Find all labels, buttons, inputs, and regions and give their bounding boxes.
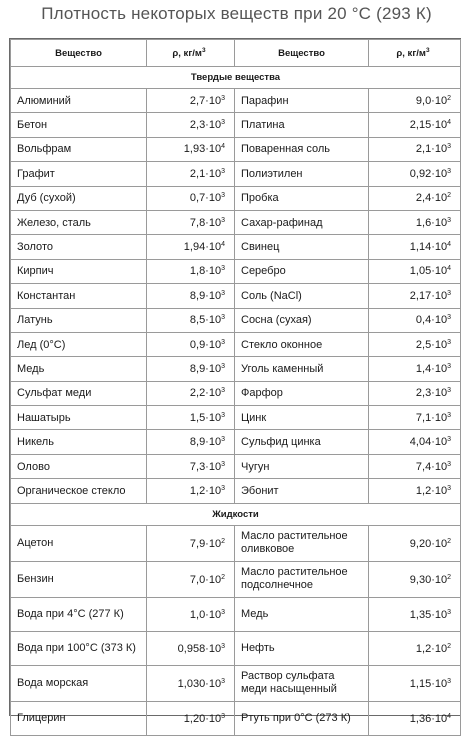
density-value-right <box>369 284 461 308</box>
density-value-right <box>369 259 461 283</box>
table-row <box>11 454 461 478</box>
density-value-left <box>147 332 235 356</box>
substance-name-left: Органическое стекло <box>11 479 147 503</box>
density-value-left <box>147 308 235 332</box>
density-value-left <box>147 631 235 665</box>
substance-name-left: Вода при 100°С (373 К) <box>11 631 147 665</box>
substance-name-left: Ацетон <box>11 525 147 561</box>
header-substance-right: Вещество <box>235 40 369 67</box>
substance-name-left: Сульфат меди <box>11 381 147 405</box>
substance-name-right: Эбонит <box>235 479 369 503</box>
density-value-right-exponent: 2 <box>447 643 451 651</box>
density-value-left-exponent: 4 <box>221 143 225 151</box>
substance-name-right: Масло растительное подсолнечное <box>235 561 369 597</box>
density-value-left-mantissa: 7,9·10 <box>189 538 222 551</box>
density-value-right <box>369 89 461 113</box>
density-value-right <box>369 665 461 701</box>
section-row-liquids <box>11 503 461 525</box>
substance-name-right: Цинк <box>235 406 369 430</box>
table-row <box>11 430 461 454</box>
table-row <box>11 210 461 234</box>
density-value-left-exponent: 3 <box>221 289 225 297</box>
density-value-left <box>147 406 235 430</box>
density-value-right-mantissa: 2,3·10 <box>415 387 448 400</box>
density-value-left-exponent: 3 <box>221 609 225 617</box>
substance-name-right: Раствор сульфата меди насыщенный <box>235 665 369 701</box>
density-value-right-mantissa: 4,04·10 <box>409 436 448 449</box>
density-value-left-mantissa: 7,0·10 <box>189 574 222 587</box>
density-value-right <box>369 137 461 161</box>
density-value-right-mantissa: 2,15·10 <box>409 119 448 132</box>
density-value-right-exponent: 4 <box>447 265 451 273</box>
density-value-left <box>147 162 235 186</box>
density-value-left-mantissa: 1,93·10 <box>183 143 222 156</box>
density-value-right-exponent: 2 <box>447 192 451 200</box>
density-value-left-exponent: 3 <box>221 265 225 273</box>
table-row <box>11 597 461 631</box>
density-value-right-mantissa: 7,1·10 <box>415 411 448 424</box>
density-value-right <box>369 561 461 597</box>
table-row <box>11 561 461 597</box>
substance-name-right: Уголь каменный <box>235 357 369 381</box>
density-value-right <box>369 454 461 478</box>
density-value-right <box>369 381 461 405</box>
density-value-left-exponent: 3 <box>221 94 225 102</box>
density-value-left-mantissa: 2,7·10 <box>189 94 222 107</box>
substance-name-right: Пробка <box>235 186 369 210</box>
density-value-left <box>147 137 235 161</box>
substance-name-left: Бетон <box>11 113 147 137</box>
density-value-right-exponent: 3 <box>447 411 451 419</box>
substance-name-left: Вольфрам <box>11 137 147 161</box>
density-value-left-exponent: 3 <box>221 167 225 175</box>
density-value-right-exponent: 4 <box>447 241 451 249</box>
substance-name-left: Медь <box>11 357 147 381</box>
density-value-left-mantissa: 1,0·10 <box>189 609 222 622</box>
substance-name-left: Железо, сталь <box>11 210 147 234</box>
density-value-right-exponent: 3 <box>447 484 451 492</box>
substance-name-left: Графит <box>11 162 147 186</box>
table-row <box>11 701 461 735</box>
substance-name-right: Медь <box>235 597 369 631</box>
density-value-right-mantissa: 9,0·10 <box>415 94 448 107</box>
substance-name-left: Константан <box>11 284 147 308</box>
density-value-left-exponent: 3 <box>221 643 225 651</box>
substance-name-left: Золото <box>11 235 147 259</box>
density-value-left-mantissa: 2,2·10 <box>189 387 222 400</box>
density-value-right <box>369 597 461 631</box>
substance-name-right: Ртуть при 0°С (273 К) <box>235 701 369 735</box>
substance-name-left: Латунь <box>11 308 147 332</box>
substance-name-left: Бензин <box>11 561 147 597</box>
density-value-left-mantissa: 2,1·10 <box>189 167 222 180</box>
density-value-left-mantissa: 0,7·10 <box>189 192 222 205</box>
density-value-right <box>369 357 461 381</box>
density-value-right-mantissa: 0,4·10 <box>415 314 448 327</box>
substance-name-right: Парафин <box>235 89 369 113</box>
header-substance-left: Вещество <box>11 40 147 67</box>
substance-name-right: Сахар-рафинад <box>235 210 369 234</box>
density-value-left-exponent: 3 <box>221 436 225 444</box>
header-density-left-exponent: 3 <box>201 47 206 54</box>
density-value-right-mantissa: 1,35·10 <box>409 609 448 622</box>
substance-name-right: Стекло оконное <box>235 332 369 356</box>
density-value-left-exponent: 3 <box>221 678 225 686</box>
substance-name-right: Свинец <box>235 235 369 259</box>
substance-name-left: Никель <box>11 430 147 454</box>
density-value-right-mantissa: 1,6·10 <box>415 216 448 229</box>
density-value-left-exponent: 3 <box>221 216 225 224</box>
density-value-left-mantissa: 1,20·10 <box>183 713 222 726</box>
density-value-right-exponent: 3 <box>447 314 451 322</box>
substance-name-right: Соль (NaCl) <box>235 284 369 308</box>
density-value-right-exponent: 3 <box>447 436 451 444</box>
density-value-right-mantissa: 1,05·10 <box>409 265 448 278</box>
density-value-left <box>147 597 235 631</box>
table-row <box>11 162 461 186</box>
substance-name-right: Поваренная соль <box>235 137 369 161</box>
density-value-right-mantissa: 9,30·10 <box>409 574 448 587</box>
table-row <box>11 525 461 561</box>
density-value-right <box>369 430 461 454</box>
density-value-right-exponent: 2 <box>447 94 451 102</box>
density-value-right-mantissa: 1,4·10 <box>415 362 448 375</box>
density-value-right <box>369 525 461 561</box>
table-row <box>11 308 461 332</box>
density-value-left-exponent: 2 <box>221 538 225 546</box>
density-value-left-exponent: 3 <box>221 387 225 395</box>
density-value-right-mantissa: 2,1·10 <box>415 143 448 156</box>
density-value-left-mantissa: 1,5·10 <box>189 411 222 424</box>
substance-name-left: Олово <box>11 454 147 478</box>
density-value-left-exponent: 3 <box>221 338 225 346</box>
density-value-left-exponent: 3 <box>221 192 225 200</box>
density-value-left-mantissa: 0,958·10 <box>177 643 222 656</box>
density-value-right-mantissa: 2,5·10 <box>415 338 448 351</box>
table-row <box>11 357 461 381</box>
density-value-left-mantissa: 7,3·10 <box>189 460 222 473</box>
table-row <box>11 665 461 701</box>
header-density-right-label: ρ, кг/м <box>396 48 426 59</box>
substance-name-right: Нефть <box>235 631 369 665</box>
density-value-left-mantissa: 1,8·10 <box>189 265 222 278</box>
substance-name-left: Вода при 4°С (277 К) <box>11 597 147 631</box>
density-value-left <box>147 89 235 113</box>
density-value-right <box>369 113 461 137</box>
density-value-left <box>147 701 235 735</box>
table-row <box>11 284 461 308</box>
density-value-left <box>147 381 235 405</box>
section-title-solids: Твердые вещества <box>11 67 461 89</box>
density-value-right-exponent: 3 <box>447 143 451 151</box>
density-value-left-exponent: 3 <box>221 460 225 468</box>
density-value-right-mantissa: 2,17·10 <box>409 289 448 302</box>
substance-name-right: Полиэтилен <box>235 162 369 186</box>
density-value-left-exponent: 2 <box>221 574 225 582</box>
density-value-left <box>147 525 235 561</box>
density-value-left <box>147 561 235 597</box>
density-value-right <box>369 631 461 665</box>
table-row <box>11 186 461 210</box>
density-value-left-mantissa: 2,3·10 <box>189 119 222 132</box>
density-value-left-mantissa: 1,2·10 <box>189 484 222 497</box>
density-value-right <box>369 332 461 356</box>
substance-name-right: Сосна (сухая) <box>235 308 369 332</box>
density-value-right-exponent: 3 <box>447 609 451 617</box>
density-value-left-exponent: 3 <box>221 411 225 419</box>
density-value-right <box>369 186 461 210</box>
density-value-right-exponent: 3 <box>447 216 451 224</box>
section-row-solids <box>11 67 461 89</box>
table-row <box>11 406 461 430</box>
substance-name-left: Нашатырь <box>11 406 147 430</box>
table-row <box>11 332 461 356</box>
density-value-left <box>147 235 235 259</box>
density-value-right-exponent: 3 <box>447 460 451 468</box>
table-row <box>11 235 461 259</box>
substance-name-left: Вода морская <box>11 665 147 701</box>
density-value-right-mantissa: 7,4·10 <box>415 460 448 473</box>
density-value-right-exponent: 2 <box>447 538 451 546</box>
density-value-right-exponent: 3 <box>447 338 451 346</box>
density-value-left <box>147 259 235 283</box>
density-value-right-exponent: 3 <box>447 387 451 395</box>
table-row <box>11 479 461 503</box>
density-value-right-mantissa: 1,15·10 <box>409 678 448 691</box>
substance-name-right: Сульфид цинка <box>235 430 369 454</box>
density-value-left <box>147 454 235 478</box>
density-value-right <box>369 479 461 503</box>
density-value-right <box>369 162 461 186</box>
density-value-left-exponent: 4 <box>221 241 225 249</box>
density-value-right-exponent: 3 <box>447 167 451 175</box>
density-value-right-exponent: 3 <box>447 678 451 686</box>
table-row <box>11 381 461 405</box>
header-density-right <box>369 40 461 67</box>
substance-name-right: Фарфор <box>235 381 369 405</box>
density-value-right <box>369 406 461 430</box>
table-header-row <box>11 40 461 67</box>
table-row <box>11 137 461 161</box>
density-value-left-exponent: 3 <box>221 314 225 322</box>
density-value-left <box>147 479 235 503</box>
substance-name-right: Платина <box>235 113 369 137</box>
header-density-left <box>147 40 235 67</box>
density-value-right-exponent: 4 <box>447 119 451 127</box>
table-row <box>11 89 461 113</box>
density-value-left-mantissa: 7,8·10 <box>189 216 222 229</box>
substance-name-right: Масло растительное оливковое <box>235 525 369 561</box>
density-value-left <box>147 430 235 454</box>
density-value-right <box>369 235 461 259</box>
density-value-right-mantissa: 1,2·10 <box>415 643 448 656</box>
density-value-left <box>147 665 235 701</box>
substance-name-right: Серебро <box>235 259 369 283</box>
density-value-right-exponent: 3 <box>447 362 451 370</box>
page-title: Плотность некоторых веществ при 20 °С (293 К) <box>41 4 432 23</box>
density-value-right <box>369 210 461 234</box>
density-value-left-mantissa: 8,5·10 <box>189 314 222 327</box>
substance-name-left: Алюминий <box>11 89 147 113</box>
header-density-right-exponent: 3 <box>425 47 430 54</box>
density-value-right-exponent: 2 <box>447 574 451 582</box>
density-value-left <box>147 186 235 210</box>
density-value-right-mantissa: 9,20·10 <box>409 538 448 551</box>
substance-name-right: Чугун <box>235 454 369 478</box>
table-row <box>11 259 461 283</box>
density-value-left-exponent: 3 <box>221 119 225 127</box>
substance-name-left: Кирпич <box>11 259 147 283</box>
table-row <box>11 631 461 665</box>
density-value-left-mantissa: 0,9·10 <box>189 338 222 351</box>
density-value-right <box>369 308 461 332</box>
density-value-right-mantissa: 1,36·10 <box>409 713 448 726</box>
density-value-left <box>147 357 235 381</box>
density-value-left-exponent: 3 <box>221 484 225 492</box>
density-value-left-mantissa: 1,030·10 <box>177 678 222 691</box>
density-value-right-mantissa: 1,2·10 <box>415 484 448 497</box>
density-value-left-mantissa: 8,9·10 <box>189 362 222 375</box>
density-table <box>10 39 461 736</box>
density-value-left-mantissa: 8,9·10 <box>189 289 222 302</box>
density-value-right-mantissa: 2,4·10 <box>415 192 448 205</box>
density-value-left-exponent: 3 <box>221 713 225 721</box>
density-value-left <box>147 284 235 308</box>
density-value-left <box>147 113 235 137</box>
header-density-left-label: ρ, кг/м <box>172 48 202 59</box>
table-row <box>11 113 461 137</box>
density-value-left-mantissa: 1,94·10 <box>183 241 222 254</box>
density-value-right-exponent: 3 <box>447 289 451 297</box>
density-value-right-mantissa: 0,92·10 <box>409 167 448 180</box>
substance-name-left: Лед (0°С) <box>11 332 147 356</box>
density-value-right <box>369 701 461 735</box>
section-title-liquids: Жидкости <box>11 503 461 525</box>
density-value-right-exponent: 4 <box>447 713 451 721</box>
substance-name-left: Глицерин <box>11 701 147 735</box>
density-value-left <box>147 210 235 234</box>
density-value-left-exponent: 3 <box>221 362 225 370</box>
substance-name-left: Дуб (сухой) <box>11 186 147 210</box>
density-value-right-mantissa: 1,14·10 <box>409 241 448 254</box>
density-value-left-mantissa: 8,9·10 <box>189 436 222 449</box>
